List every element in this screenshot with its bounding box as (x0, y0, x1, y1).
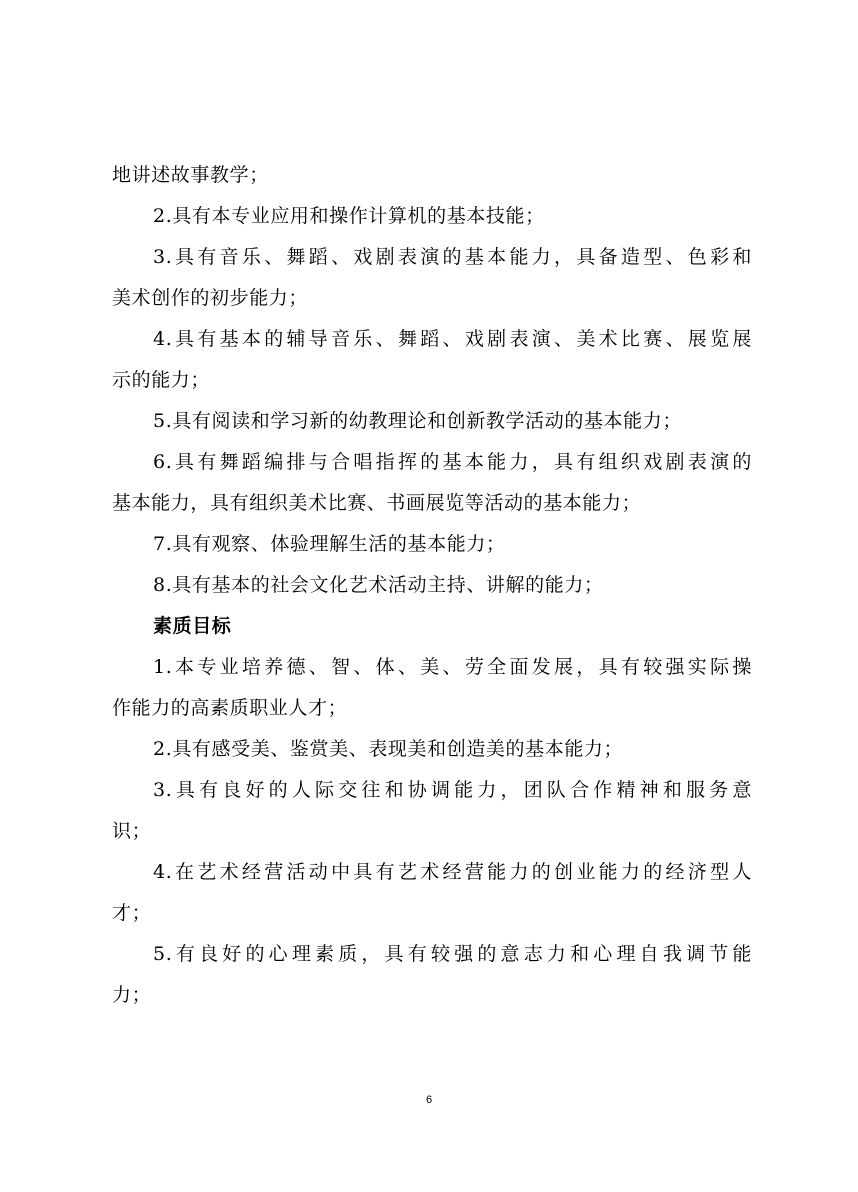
text-line: 识； (112, 820, 152, 842)
list-item-quality-1: 1.本专业培养德、智、体、美、劳全面发展，具有较强实际操 (153, 656, 752, 678)
list-item-skill-4: 4.具有基本的辅导音乐、舞蹈、戏剧表演、美术比赛、展览展 (153, 328, 752, 350)
document-body (112, 155, 752, 1016)
list-item-skill-3: 3.具有音乐、舞蹈、戏剧表演的基本能力，具备造型、色彩和 (153, 246, 752, 268)
page-number: 6 (425, 1094, 433, 1106)
list-item-skill-2: 2.具有本专业应用和操作计算机的基本技能； (153, 205, 545, 227)
text-line: 地讲述故事教学； (112, 164, 269, 186)
list-item-skill-8: 8.具有基本的社会文化艺术活动主持、讲解的能力； (153, 574, 604, 596)
text-line: 作能力的高素质职业人才； (112, 697, 348, 719)
list-item-quality-3: 3.具有良好的人际交往和协调能力，团队合作精神和服务意 (153, 779, 752, 801)
text-line: 才； (112, 902, 152, 924)
section-heading: 素质目标 (153, 615, 232, 637)
list-item-skill-6: 6.具有舞蹈编排与合唱指挥的基本能力，具有组织戏剧表演的 (153, 451, 752, 473)
list-item-quality-5: 5.有良好的心理素质，具有较强的意志力和心理自我调节能 (153, 943, 752, 965)
list-item-quality-4: 4.在艺术经营活动中具有艺术经营能力的创业能力的经济型人 (153, 861, 752, 883)
text-line: 示的能力； (112, 369, 211, 391)
list-item-quality-2: 2.具有感受美、鉴赏美、表现美和创造美的基本能力； (153, 738, 624, 760)
text-line: 基本能力，具有组织美术比赛、书画展览等活动的基本能力； (112, 492, 642, 514)
text-line: 美术创作的初步能力； (112, 287, 309, 309)
text-line: 力； (112, 984, 152, 1006)
list-item-skill-5: 5.具有阅读和学习新的幼教理论和创新教学活动的基本能力； (153, 410, 682, 432)
list-item-skill-7: 7.具有观察、体验理解生活的基本能力； (153, 533, 506, 555)
